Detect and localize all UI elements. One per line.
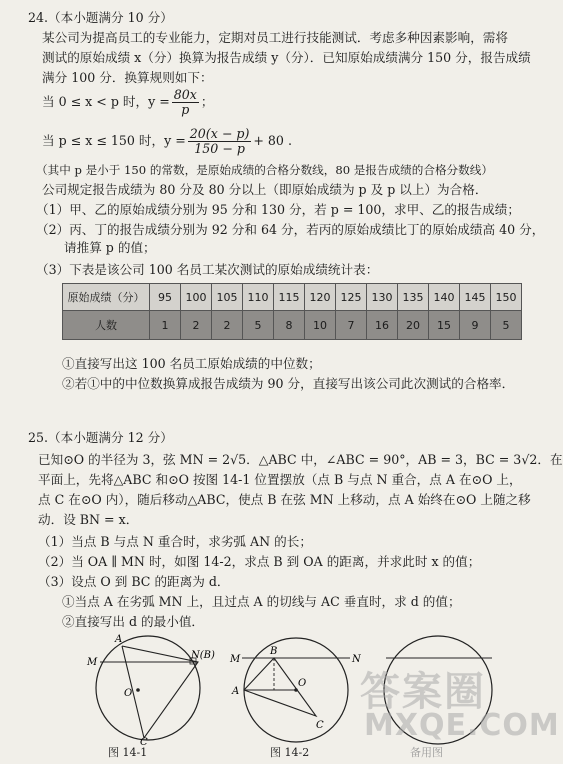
triangle-abc	[122, 646, 198, 738]
formula-2-condition: 当 p ≤ x ≤ 150 时，y =	[42, 133, 186, 148]
q24-formula-2	[42, 124, 292, 158]
q24-sub-3: （3）下表是该公司 100 名员工某次测试的原始成绩统计表：	[36, 262, 379, 277]
score-cell: 115	[274, 284, 305, 311]
formula-1-denominator: p	[181, 101, 190, 117]
count-cell: 20	[398, 311, 429, 340]
label-nb: N(B)	[191, 650, 215, 661]
formula-1-condition: 当 0 ≤ x < p 时，y =	[42, 94, 170, 109]
label-b: B	[270, 646, 278, 657]
score-cell: 150	[491, 284, 522, 311]
formula-2-end: + 80 .	[253, 133, 292, 148]
q25-paragraph-line-4: 动．设 BN = x．	[38, 512, 139, 527]
formula-1-numerator: 80x	[173, 86, 197, 102]
figure-14-2	[224, 628, 364, 746]
count-row-label: 人数	[63, 311, 150, 340]
label-c: C	[140, 737, 148, 748]
formula-1-end: ；	[200, 94, 214, 109]
count-cell: 2	[181, 311, 212, 340]
count-cell: 7	[336, 311, 367, 340]
label-a: A	[232, 686, 240, 697]
count-cell: 16	[367, 311, 398, 340]
figure-14-1	[78, 628, 218, 746]
score-cell: 125	[336, 284, 367, 311]
score-cell: 100	[181, 284, 212, 311]
score-cell: 135	[398, 284, 429, 311]
count-cell: 10	[305, 311, 336, 340]
q24-header: 24.（本小题满分 10 分）	[28, 10, 173, 25]
q25-item-1: ①当点 A 在劣弧 MN 上，且过点 A 的切线与 AC 垂直时，求 d 的值；	[62, 594, 461, 609]
watermark-url: MXQE.COM	[364, 708, 560, 743]
score-cell: 110	[243, 284, 274, 311]
q24-sub-1: （1）甲、乙的原始成绩分别为 95 分和 130 分，若 p = 100，求甲、乙的报告成绩；	[36, 202, 520, 217]
count-cell: 15	[429, 311, 460, 340]
watermark-logo: 答案圈	[360, 669, 486, 715]
formula-1-fraction	[172, 88, 199, 117]
q24-note: （其中 p 是小于 150 的常数，是原始成绩的合格分数线，80 是报告成绩的合格分数线）	[36, 163, 493, 177]
count-row	[63, 311, 522, 340]
q24-paragraph-line-1: 某公司为提高员工的专业能力，定期对员工进行技能测试．考虑多种因素影响，需将	[42, 30, 508, 45]
formula-2-fraction	[188, 127, 252, 156]
q25-sub-1: （1）当点 B 与点 N 重合时，求劣弧 AN 的长；	[38, 534, 312, 549]
score-cell: 120	[305, 284, 336, 311]
count-cell: 1	[150, 311, 181, 340]
label-a: A	[115, 634, 123, 645]
q24-sub-2b: 请推算 p 的值；	[64, 240, 156, 255]
count-cell: 2	[212, 311, 243, 340]
label-o: O	[298, 678, 307, 689]
formula-2-denominator: 150 − p	[194, 140, 245, 156]
q25-header: 25.（本小题满分 12 分）	[28, 430, 173, 445]
score-row-label: 原始成绩（分）	[63, 284, 150, 311]
count-cell: 8	[274, 311, 305, 340]
score-cell: 95	[150, 284, 181, 311]
count-cell: 5	[491, 311, 522, 340]
q25-paragraph-line-2: 平面上，先将△ABC 和⊙O 按图 14-1 位置摆放（点 B 与点 N 重合，点 A 在⊙O 上，	[38, 472, 522, 487]
score-row	[63, 284, 522, 311]
q24-paragraph-line-3: 满分 100 分．换算规则如下：	[42, 70, 213, 85]
center-point	[136, 688, 140, 692]
formula-2-numerator: 20(x − p)	[189, 125, 250, 141]
q25-paragraph-line-1: 已知⊙O 的半径为 3，弦 MN = 2√5．△ABC 中，∠ABC = 90°，AB = 3，BC = 3√2．在	[38, 452, 563, 467]
count-cell: 9	[460, 311, 491, 340]
figure-14-2-caption: 图 14-2	[270, 746, 310, 759]
q24-paragraph-line-2: 测试的原始成绩 x（分）换算为报告成绩 y（分）．已知原始成绩满分 150 分，报告成绩	[42, 50, 531, 65]
count-cell: 5	[243, 311, 274, 340]
label-n: N	[352, 654, 361, 665]
q25-paragraph-line-3: 点 C 在⊙O 内），随后移动△ABC，使点 B 在弦 MN 上移动，点 A 始终在⊙O 上随之移	[38, 492, 531, 507]
score-cell: 130	[367, 284, 398, 311]
q24-item-2: ②若①中的中位数换算成报告成绩为 90 分，直接写出该公司此次测试的合格率．	[62, 376, 515, 391]
q24-sub-2a: （2）丙、丁的报告成绩分别为 92 分和 64 分，若丙的原始成绩比丁的原始成绩高 40 分，	[36, 222, 545, 237]
q24-rule: 公司规定报告成绩为 80 分及 80 分以上（即原始成绩为 p 及 p 以上）为合格．	[42, 182, 488, 197]
score-cell: 140	[429, 284, 460, 311]
q24-item-1: ①直接写出这 100 名员工原始成绩的中位数；	[62, 356, 321, 371]
figure-14-1-caption: 图 14-1	[108, 746, 148, 759]
score-cell: 105	[212, 284, 243, 311]
q25-sub-3: （3）设点 O 到 BC 的距离为 d．	[38, 574, 230, 589]
score-table	[62, 283, 522, 340]
q25-item-2: ②直接写出 d 的最小值．	[62, 614, 205, 629]
q24-formula-1	[42, 86, 214, 118]
q25-sub-2: （2）当 OA ∥ MN 时，如图 14-2，求点 B 到 OA 的距离，并求此时 x 的值；	[38, 554, 481, 569]
label-c: C	[316, 720, 324, 731]
label-m: M	[230, 654, 241, 665]
figure-spare-caption: 备用图	[410, 746, 443, 759]
score-cell: 145	[460, 284, 491, 311]
label-m: M	[87, 657, 98, 668]
label-o: O	[124, 688, 133, 699]
